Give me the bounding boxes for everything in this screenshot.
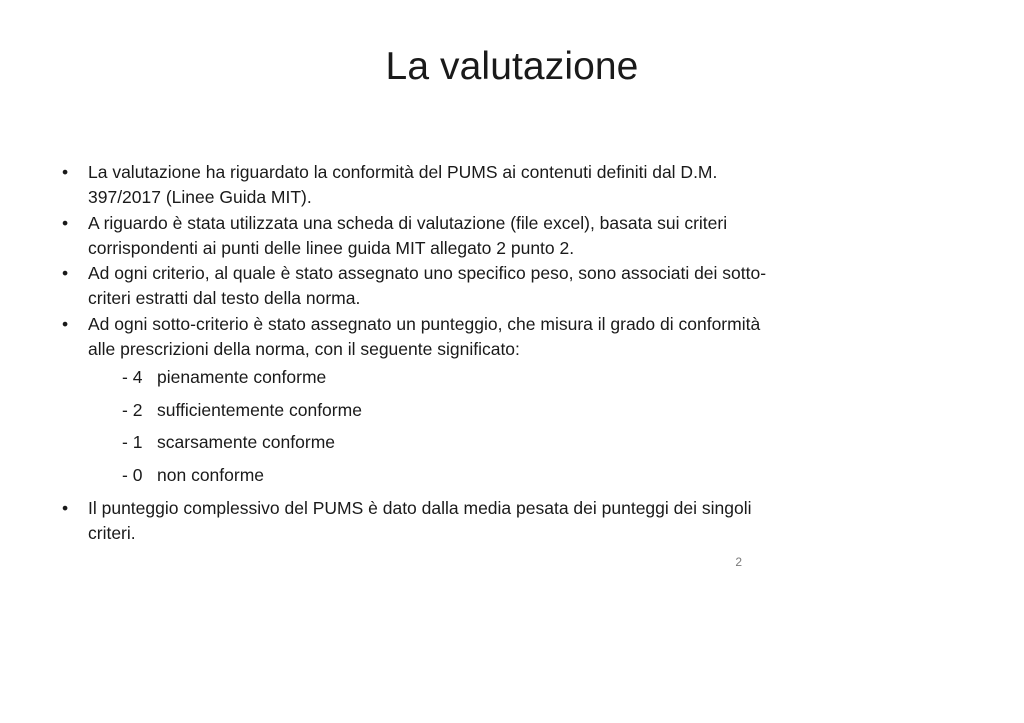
bullet-icon: • bbox=[62, 162, 69, 182]
list-item bbox=[52, 211, 782, 261]
list-item bbox=[52, 261, 782, 311]
list-item: - 1 scarsamente conforme bbox=[122, 432, 335, 453]
list-item-text: La valutazione ha riguardato la conformità del PUMS ai contenuti definiti dal D.M. 397/2017 (Linee Guida MIT). bbox=[88, 162, 718, 207]
list-item: - 4 pienamente conforme bbox=[122, 366, 327, 387]
list-item-text: Ad ogni sotto-criterio è stato assegnato un punteggio, che misura il grado di conformità alle prescrizioni della norma, con il seguente significato: bbox=[88, 314, 761, 359]
list-item-text: Il punteggio complessivo del PUMS è dato dalla media pesata dei punteggi dei singoli criteri. bbox=[88, 498, 752, 543]
list-item bbox=[52, 496, 782, 546]
list-item: - 0 non conforme bbox=[122, 465, 265, 486]
bullet-icon: • bbox=[62, 498, 69, 519]
bullet-icon: • bbox=[62, 212, 69, 233]
list-item bbox=[52, 160, 782, 210]
page-title: La valutazione bbox=[385, 45, 639, 88]
score-legend-list bbox=[88, 365, 782, 488]
page-number: 2 bbox=[735, 555, 742, 569]
list-item bbox=[52, 312, 782, 488]
list-item-text: Ad ogni criterio, al quale è stato assegnato uno specifico peso, sono associati dei sotto-criteri estratti dal testo della norma. bbox=[88, 263, 767, 309]
list-item: - 2 sufficientemente conforme bbox=[122, 399, 362, 420]
bullet-icon: • bbox=[62, 263, 69, 284]
slide-body bbox=[52, 160, 782, 547]
bullet-list bbox=[52, 160, 782, 546]
list-item-text: A riguardo è stata utilizzata una scheda di valutazione (file excel), basata sui criteri corrispondenti ai punti delle linee guida MIT allegato 2 punto 2. bbox=[88, 212, 728, 258]
bullet-icon: • bbox=[62, 314, 69, 335]
